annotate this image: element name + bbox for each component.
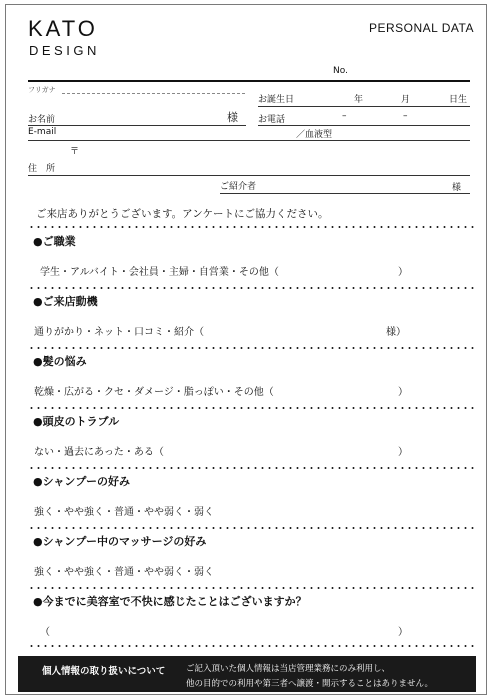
dotted-divider — [28, 645, 474, 647]
phone-separator-2: – — [403, 111, 408, 121]
survey-intro: ご来店ありがとうございます。アンケートにご協力ください。 — [36, 208, 329, 220]
header-divider — [28, 80, 470, 82]
section-occupation-options[interactable]: 学生・アルバイト・会社員・主婦・自営業・その他（ — [40, 267, 279, 278]
section-massage-options[interactable]: 強く・やや強く・普通・やや弱く・弱く — [34, 567, 214, 578]
furigana-line[interactable] — [62, 93, 245, 94]
privacy-heading: 個人情報の取り扱いについて — [42, 666, 166, 677]
referrer-line[interactable] — [220, 193, 470, 194]
number-label: No. — [333, 66, 348, 76]
dotted-divider — [28, 527, 474, 529]
address-line[interactable] — [28, 175, 470, 176]
birthday-month: 月 — [401, 95, 411, 105]
section-scalp-close: ） — [398, 447, 408, 458]
birthday-line[interactable] — [258, 106, 470, 107]
dotted-divider — [28, 287, 474, 289]
document-title: PERSONAL DATA — [369, 21, 474, 35]
section-shampoo-options[interactable]: 強く・やや強く・普通・やや弱く・弱く — [34, 507, 214, 518]
dotted-divider — [28, 587, 474, 589]
birthday-day: 日生 — [449, 95, 468, 105]
dotted-divider — [28, 347, 474, 349]
blood-type-label: ／血液型 — [296, 130, 333, 140]
section-occupation-title: ●ご職業 — [33, 235, 76, 248]
privacy-text-line1: ご記入頂いた個人情報は当店管理業務にのみ利用し、 — [186, 664, 391, 674]
section-discomfort-close: ） — [398, 627, 408, 638]
referrer-suffix: 様 — [452, 183, 462, 193]
section-visit-reason-title: ●ご来店動機 — [33, 295, 98, 308]
section-hair-concerns-options[interactable]: 乾燥・広がる・クセ・ダメージ・脂っぽい・その他（ — [34, 387, 274, 398]
address-label: 住 所 — [28, 164, 56, 174]
privacy-notice — [18, 656, 476, 692]
section-scalp-title: ●頭皮のトラブル — [33, 415, 120, 428]
dotted-divider — [28, 407, 474, 409]
brand-logo-line2: DESIGN — [29, 43, 100, 58]
brand-logo-line1: KATO — [28, 16, 98, 41]
section-visit-reason-close: 様） — [386, 327, 406, 338]
name-line[interactable] — [28, 125, 246, 126]
section-hair-concerns-close: ） — [398, 387, 408, 398]
section-hair-concerns-title: ●髪の悩み — [33, 355, 87, 368]
email-line[interactable] — [28, 140, 470, 141]
postal-mark: 〒 — [70, 147, 80, 157]
section-visit-reason-options[interactable]: 通りがかり・ネット・口コミ・紹介（ — [34, 327, 204, 338]
dotted-divider — [28, 467, 474, 469]
section-occupation-close: ） — [398, 267, 408, 278]
phone-separator-1: – — [342, 111, 347, 121]
birthday-label: お誕生日 — [258, 95, 295, 105]
phone-label: お電話 — [258, 115, 286, 125]
birthday-year: 年 — [354, 95, 364, 105]
section-discomfort-open[interactable]: （ — [40, 627, 50, 638]
personal-data-form — [5, 4, 487, 695]
section-massage-title: ●シャンプー中のマッサージの好み — [33, 535, 207, 548]
name-suffix: 様 — [227, 111, 238, 124]
name-label: お名前 — [28, 115, 56, 125]
email-label: E-mail — [28, 127, 57, 137]
section-shampoo-title: ●シャンプーの好み — [33, 475, 131, 488]
privacy-text-line2: 他の目的での利用や第三者へ譲渡・開示することはありません。 — [186, 679, 434, 689]
furigana-label: フリガナ — [28, 86, 56, 94]
section-scalp-options[interactable]: ない・過去にあった・ある（ — [34, 447, 164, 458]
phone-line[interactable] — [258, 125, 470, 126]
referrer-label: ご紹介者 — [220, 182, 257, 192]
dotted-divider — [28, 226, 474, 228]
section-discomfort-title: ●今までに美容室で不快に感じたことはございますか？ — [33, 595, 307, 608]
